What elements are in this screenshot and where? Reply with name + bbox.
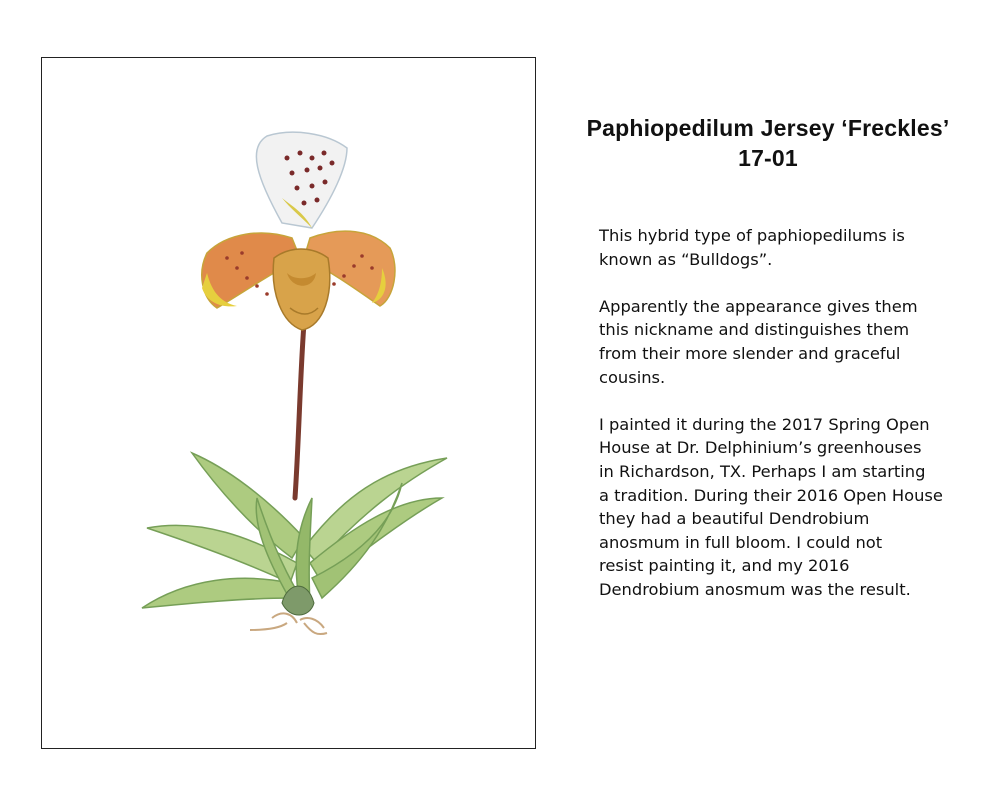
- flower-stem: [295, 323, 304, 498]
- title-line-number: 17-01: [738, 145, 798, 171]
- orchid-painting: [42, 58, 535, 748]
- description-paragraph-2: Apparently the appearance gives them this nickname and distinguishes them from their more slender and graceful cousins.: [599, 296, 918, 387]
- description-paragraph-1: This hybrid type of paphiopedilums is known as “Bulldogs”.: [599, 226, 905, 269]
- description: [599, 224, 969, 625]
- description-paragraph-3: I painted it during the 2017 Spring Open House at Dr. Delphinium’s greenhouses in Richardson, TX. Perhaps I am starting a tradition. During their 2016 Open House they had a beautiful Dendrobium anosmum in full bloom. I could not resist painting it, and my 2016 Dendrobium anosmum was the result.: [599, 414, 943, 599]
- painting-frame: [41, 57, 536, 749]
- painting-title: [568, 113, 968, 173]
- orchid-flower: [202, 132, 395, 330]
- title-line-name: Paphiopedilum Jersey ‘Freckles’: [586, 115, 950, 141]
